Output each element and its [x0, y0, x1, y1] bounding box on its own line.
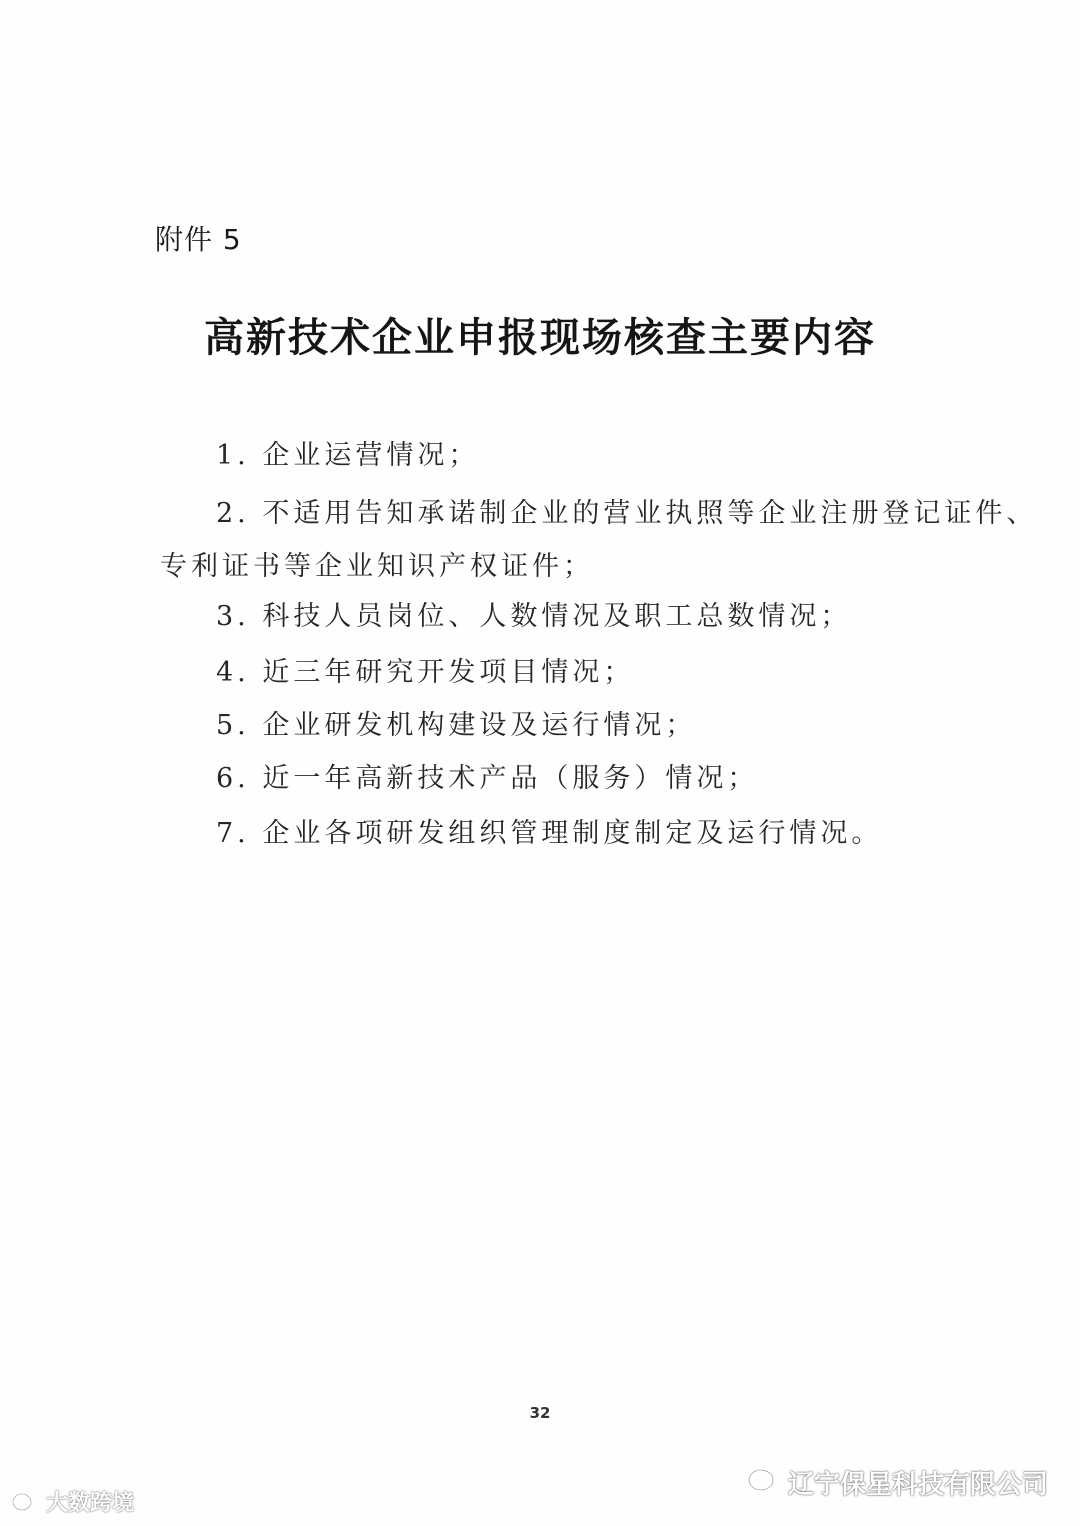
- chat-bubbles-icon: [12, 1491, 42, 1513]
- list-item: 3. 科技人员岗位、人数情况及职工总数情况；: [216, 601, 852, 632]
- list-item-continuation: 专利证书等企业知识产权证件；: [160, 551, 594, 582]
- list-item: 5. 企业研发机构建设及运行情况；: [216, 710, 697, 741]
- list-item: 1. 企业运营情况；: [216, 440, 480, 471]
- list-item: 2. 不适用告知承诺制企业的营业执照等企业注册登记证件、: [216, 498, 1038, 529]
- list-item: 6. 近一年高新技术产品（服务）情况；: [216, 763, 759, 794]
- watermark-left: [12, 1486, 134, 1517]
- watermark-left-text: 大数跨境: [46, 1491, 135, 1516]
- watermark-right: [748, 1464, 1048, 1501]
- list-item: 4. 近三年研究开发项目情况；: [216, 657, 635, 688]
- attachment-label: 附件 5: [155, 223, 242, 256]
- wechat-icon: [748, 1469, 782, 1497]
- document-title: 高新技术企业申报现场核查主要内容: [204, 315, 876, 361]
- list-item: 7. 企业各项研发组织管理制度制定及运行情况。: [216, 818, 883, 849]
- page-number: 32: [529, 1404, 551, 1422]
- watermark-right-text: 辽宁保星科技有限公司: [787, 1470, 1048, 1500]
